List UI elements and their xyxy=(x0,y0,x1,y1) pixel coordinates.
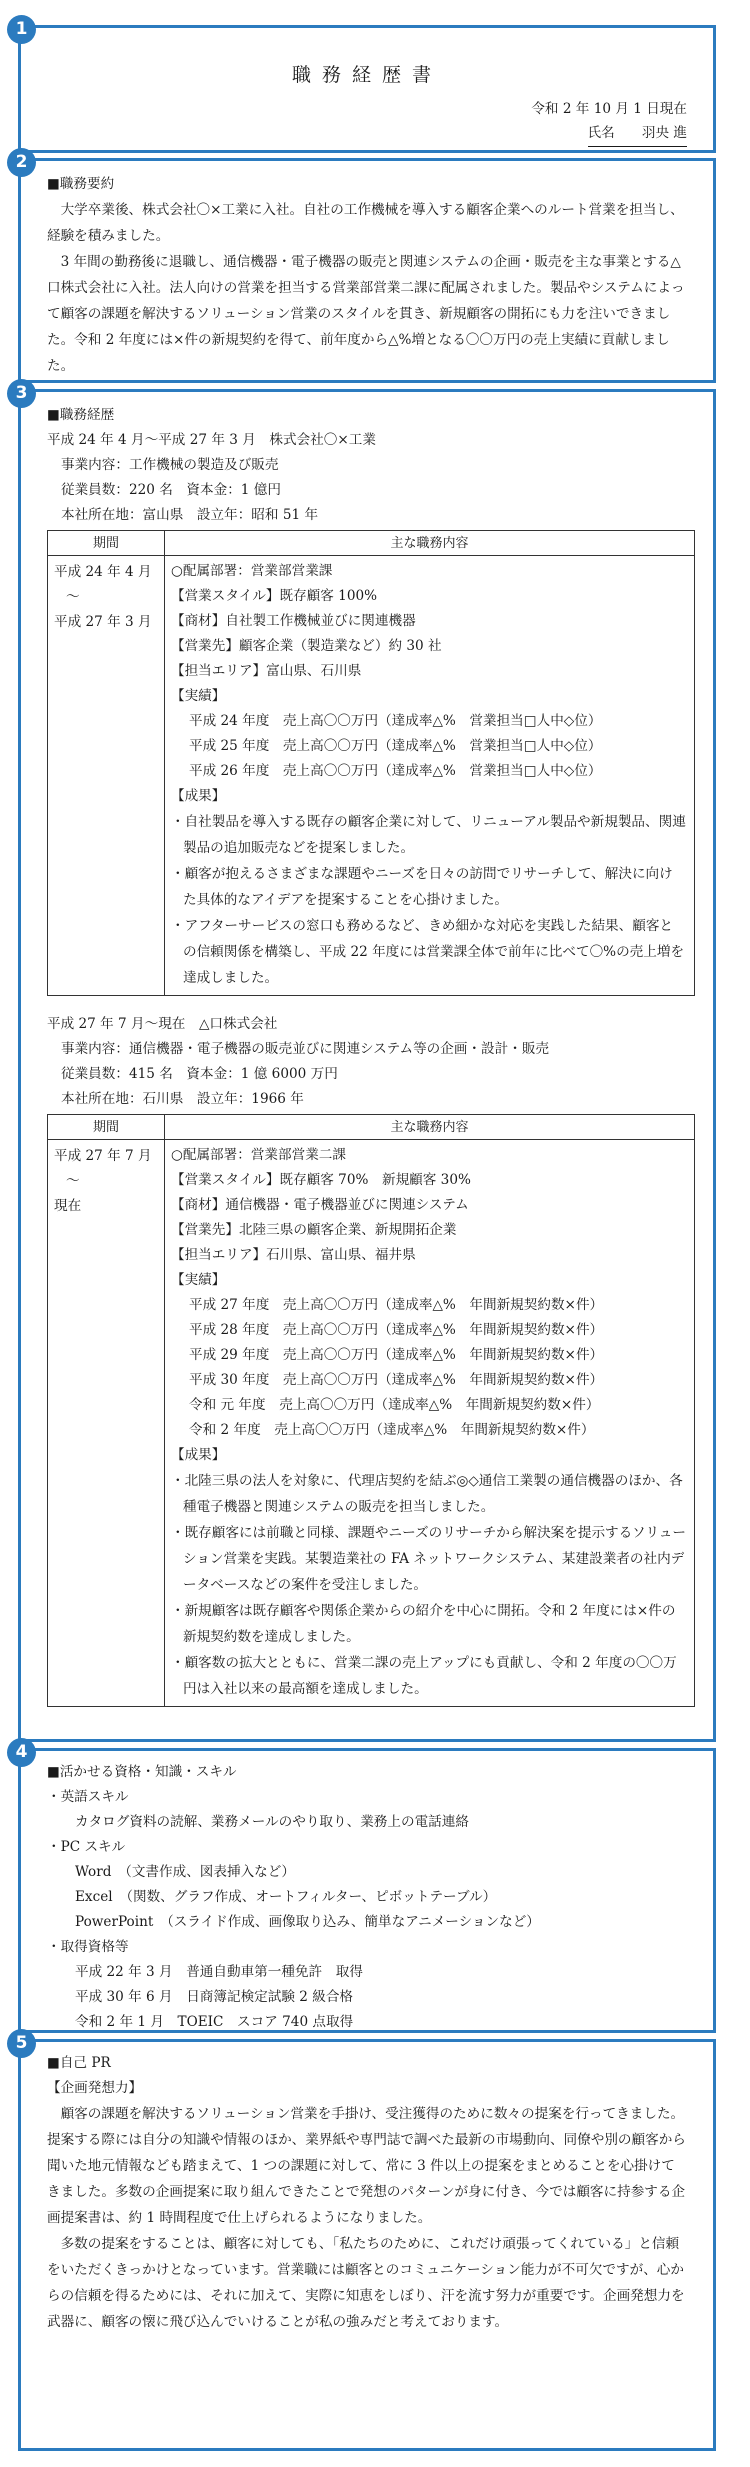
period-end: 平成 27 年 3 月 xyxy=(54,614,152,630)
result-line: 令和 2 年度 売上高〇〇万円（達成率△% 年間新規契約数×件） xyxy=(189,1422,595,1438)
duty-item: 【営業スタイル】既存顧客 100% xyxy=(171,588,378,604)
cert-item: 平成 30 年 6 月 日商簿記検定試験 2 級合格 xyxy=(75,1989,354,2005)
company-info: 本社所在地：富山県 設立年：昭和 51 年 xyxy=(61,507,319,523)
period-header: 期間 xyxy=(48,531,165,556)
achievement-item: ・北陸三県の法人を対象に、代理店契約を結ぶ◎◇通信工業製の通信機器のほか、各種電子機器と関連システムの販売を担当しました。 xyxy=(171,1473,683,1515)
achievement-item: ・アフターサービスの窓口も務めるなど、きめ細かな対応を実践した結果、顧客との信頼関係を構築し、平成 22 年度には営業課全体で前年に比べて〇%の売上増を達成しました。 xyxy=(171,918,685,986)
period-start: 平成 24 年 4 月 xyxy=(54,564,152,580)
skills-section xyxy=(15,1742,716,2033)
result-line: 平成 30 年度 売上高〇〇万円（達成率△% 年間新規契約数×件） xyxy=(189,1372,604,1388)
period-separator: ～ xyxy=(66,589,80,605)
achievement-item: ・自社製品を導入する既存の顧客企業に対して、リニューアル製品や新規製品、関連製品の追加販売などを提案しました。 xyxy=(171,814,686,856)
result-line: 令和 元 年度 売上高〇〇万円（達成率△% 年間新規契約数×件） xyxy=(189,1397,600,1413)
duty-item: 【商材】通信機器・電子機器並びに関連システム xyxy=(171,1197,469,1213)
document-date: 令和 2 年 10 月 1 日現在 xyxy=(531,101,687,117)
result-line: 平成 28 年度 売上高〇〇万円（達成率△% 年間新規契約数×件） xyxy=(189,1322,604,1338)
duty-item: 【実績】 xyxy=(171,1272,226,1288)
achievement-item: ・新規顧客は既存顧客や関係企業からの紹介を中心に開拓。令和 2 年度には×件の新規契約数を達成しました。 xyxy=(171,1603,676,1645)
result-line: 平成 24 年度 売上高〇〇万円（達成率△% 営業担当□人中◇位） xyxy=(189,713,602,729)
pr-subheading: 【企画発想力】 xyxy=(47,2080,143,2096)
skill-category: ・取得資格等 xyxy=(47,1939,129,1955)
content-header: 主な職務内容 xyxy=(165,531,695,556)
skill-category: ・英語スキル xyxy=(47,1789,129,1805)
cert-item: 令和 2 年 1 月 TOEIC スコア 740 点取得 xyxy=(75,2014,354,2030)
achievements-label: 【成果】 xyxy=(171,1447,226,1463)
achievement-item: ・顧客が抱えるさまざまな課題やニーズを日々の訪問でリサーチして、解決に向けた具体的なアイデアを提案することを心掛けました。 xyxy=(171,866,673,908)
section-number-badge: 5 xyxy=(7,2029,36,2058)
section-heading: ■自己 PR xyxy=(47,2055,111,2071)
company-title: 平成 24 年 4 月～平成 27 年 3 月 株式会社〇×工業 xyxy=(47,432,376,448)
period-start: 平成 27 年 7 月 xyxy=(54,1148,152,1164)
duties-table xyxy=(47,1114,695,1707)
period-separator: ～ xyxy=(66,1173,80,1189)
work-history-section xyxy=(15,383,716,1742)
skill-item: Word （文書作成、図表挿入など） xyxy=(75,1864,295,1880)
achievement-item: ・既存顧客には前職と同様、課題やニーズのリサーチから解決案を提示するソリューション営業を実践。某製造業社の FA ネットワークシステム、某建設業者の社内データベースなどの案件を受注しました。 xyxy=(171,1525,686,1593)
company-info: 事業内容：通信機器・電子機器の販売並びに関連システム等の企画・設計・販売 xyxy=(61,1041,550,1057)
applicant-name: 氏名 羽央 進 xyxy=(588,121,687,147)
duty-item: 【実績】 xyxy=(171,688,226,704)
duty-item: 【商材】自社製工作機械並びに関連機器 xyxy=(171,613,416,629)
duty-item: 【営業先】北陸三県の顧客企業、新規開拓企業 xyxy=(171,1222,457,1238)
duty-item: ○配属部署：営業部営業二課 xyxy=(171,1147,346,1163)
duty-item: 【営業スタイル】既存顧客 70% 新規顧客 30% xyxy=(171,1172,471,1188)
result-line: 平成 29 年度 売上高〇〇万円（達成率△% 年間新規契約数×件） xyxy=(189,1347,604,1363)
result-line: 平成 25 年度 売上高〇〇万円（達成率△% 営業担当□人中◇位） xyxy=(189,738,602,754)
pr-paragraph: 顧客の課題を解決するソリューション営業を手掛け、受注獲得のために数々の提案を行ってきました。提案する際には自分の知識や情報のほか、業界紙や専門誌で調べた最新の市場動向、同僚や別の顧客から聞いた地元情報なども踏まえて、1 つの課題に対して、常に 3 件以上の提案をまとめることを心掛けてきました。多数の企画提案に取り組んできたことで発想のパターンが身に付き、今では顧客に持参する企画提案書は、約 1 時間程度で仕上げられるようになりました。 xyxy=(47,2106,686,2226)
content-cell xyxy=(165,1140,695,1707)
period-cell xyxy=(48,556,165,996)
section-number-badge: 2 xyxy=(7,148,36,177)
period-header: 期間 xyxy=(48,1115,165,1140)
skill-item: PowerPoint （スライド作成、画像取り込み、簡単なアニメーションなど） xyxy=(75,1914,540,1930)
company-info: 本社所在地：石川県 設立年：1966 年 xyxy=(61,1091,304,1107)
company-info: 従業員数：415 名 資本金：1 億 6000 万円 xyxy=(61,1066,338,1082)
section-heading: ■職務要約 xyxy=(47,176,115,192)
document-title: 職務経歴書 xyxy=(291,64,442,86)
achievements-label: 【成果】 xyxy=(171,788,226,804)
skill-item: カタログ資料の読解、業務メールのやり取り、業務上の電話連絡 xyxy=(75,1814,469,1830)
company-title: 平成 27 年 7 月～現在 △口株式会社 xyxy=(47,1016,278,1032)
section-number-badge: 3 xyxy=(7,379,36,408)
duties-table xyxy=(47,530,695,996)
result-line: 平成 26 年度 売上高〇〇万円（達成率△% 営業担当□人中◇位） xyxy=(189,763,602,779)
duty-item: 【営業先】顧客企業（製造業など）約 30 社 xyxy=(171,638,442,654)
summary-paragraph: 大学卒業後、株式会社〇×工業に入社。自社の工作機械を導入する顧客企業へのルート営業を担当し、経験を積みました。 xyxy=(47,202,684,244)
section-number-badge: 4 xyxy=(7,1738,36,1767)
section-heading: ■活かせる資格・知識・スキル xyxy=(47,1764,237,1780)
self-pr-section xyxy=(15,2033,716,2451)
header-section xyxy=(15,19,716,153)
duty-item: 【担当エリア】富山県、石川県 xyxy=(171,663,362,679)
period-cell xyxy=(48,1140,165,1707)
duty-item: 【担当エリア】石川県、富山県、福井県 xyxy=(171,1247,416,1263)
duty-item: ○配属部署：営業部営業課 xyxy=(171,563,333,579)
skill-item: Excel （関数、グラフ作成、オートフィルター、ピボットテーブル） xyxy=(75,1889,497,1905)
skill-category: ・PC スキル xyxy=(47,1839,126,1855)
section-heading: ■職務経歴 xyxy=(47,407,115,423)
company-info: 事業内容：工作機械の製造及び販売 xyxy=(61,457,279,473)
period-end: 現在 xyxy=(54,1198,82,1214)
achievement-item: ・顧客数の拡大とともに、営業二課の売上アップにも貢献し、令和 2 年度の〇〇万円は入社以来の最高額を達成しました。 xyxy=(171,1655,677,1697)
cert-item: 平成 22 年 3 月 普通自動車第一種免許 取得 xyxy=(75,1964,363,1980)
content-cell xyxy=(165,556,695,996)
section-number-badge: 1 xyxy=(7,15,36,44)
content-header: 主な職務内容 xyxy=(165,1115,695,1140)
result-line: 平成 27 年度 売上高〇〇万円（達成率△% 年間新規契約数×件） xyxy=(189,1297,604,1313)
summary-paragraph: 3 年間の勤務後に退職し、通信機器・電子機器の販売と関連システムの企画・販売を主な事業とする△口株式会社に入社。法人向けの営業を担当する営業部営業二課に配属されました。製品やシステムによって顧客の課題を解決するソリューション営業のスタイルを貫き、新規顧客の開拓にも力を注いできました。令和 2 年度には×件の新規契約を得て、前年度から△%増となる〇〇万円の売上実績に貢献しました。 xyxy=(47,254,685,374)
career-summary-section xyxy=(15,152,716,383)
company-info: 従業員数：220 名 資本金：1 億円 xyxy=(61,482,281,498)
pr-paragraph: 多数の提案をすることは、顧客に対しても、「私たちのために、これだけ頑張ってくれている」と信頼をいただくきっかけとなっています。営業職には顧客とのコミュニケーション能力が不可欠ですが、心からの信頼を得るためには、それに加えて、実際に知恵をしぼり、汗を流す努力が重要です。企画発想力を武器に、顧客の懐に飛び込んでいけることが私の強みだと考えております。 xyxy=(47,2236,685,2330)
